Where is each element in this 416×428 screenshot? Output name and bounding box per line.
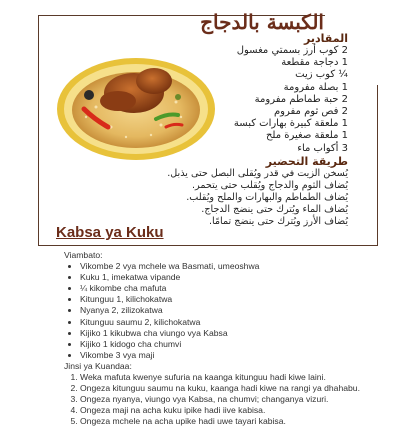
swahili-step-item: 2. Ongeza kitunguu saumu na kuku, kaanga hadi kiwe na rangi ya dhahabu. <box>80 383 360 394</box>
swahili-step-item: 1. Weka mafuta kwenye sufuria na kaanga kitunguu hadi kiwe laini. <box>80 372 360 383</box>
swahili-method-heading: Jinsi ya Kuandaa: <box>64 360 132 371</box>
swahili-recipe-title: Kabsa ya Kuku <box>56 224 164 241</box>
arabic-ingredient-item: 2 حبة طماطم مفرومة <box>254 93 348 105</box>
arabic-method-heading: طريقة التحضير <box>265 154 348 168</box>
swahili-recipe-section <box>64 250 360 428</box>
swahili-ingredient-item: • Vikombe 3 vya maji <box>80 350 360 361</box>
swahili-ingredient-item: • ¼ kikombe cha mafuta <box>80 283 360 294</box>
swahili-ingredient-item: • Vikombe 2 vya mchele wa Basmati, umeoshwa <box>80 261 360 272</box>
swahili-ingredient-item: • Kijiko 1 kikubwa cha viungo vya Kabsa <box>80 328 360 339</box>
arabic-ingredient-item: 2 فص ثوم مفروم <box>273 106 348 118</box>
arabic-steps-list <box>167 168 348 228</box>
arabic-step-item: يُضاف الطماطم والبهارات والملح ويُقلب. <box>186 191 348 203</box>
swahili-steps-list <box>64 372 360 427</box>
swahili-ingredients-list <box>64 261 360 361</box>
arabic-ingredient-item: ¼ كوب زيت <box>295 69 348 81</box>
arabic-ingredient-item: 1 ملعقة كبيرة بهارات كبسة <box>233 118 348 130</box>
arabic-step-item: يُضاف الثوم والدجاج ويُقلب حتى يتحمر. <box>191 179 348 191</box>
swahili-ingredient-item: • Kijiko 1 kidogo cha chumvi <box>80 339 360 350</box>
swahili-step-item: 4. Ongeza maji na acha kuku ipike hadi iive kabisa. <box>80 405 360 416</box>
arabic-step-item: يُضاف الأرز ويُترك حتى ينضج تمامًا. <box>208 215 348 227</box>
arabic-ingredient-item: 1 دجاجة مقطعة <box>281 57 348 69</box>
swahili-ingredient-item: • Nyanya 2, zilizokatwa <box>80 305 360 316</box>
arabic-ingredients-heading: المقادير <box>304 32 348 45</box>
arabic-ingredient-item: 1 ملعقة صغيرة ملح <box>265 130 348 142</box>
frame-gap <box>374 15 380 85</box>
frame-gap <box>325 12 375 18</box>
swahili-ingredient-item: • Kuku 1, imekatwa vipande <box>80 272 360 283</box>
arabic-ingredients-section <box>167 32 348 228</box>
arabic-ingredient-item: 1 بصلة مفرومة <box>283 81 348 93</box>
swahili-step-item: 3. Ongeza nyanya, viungo vya Kabsa, na chumvi; changanya vizuri. <box>80 394 360 405</box>
arabic-ingredient-item: 2 كوب أرز بسمتي مغسول <box>236 45 348 56</box>
arabic-step-item: يُسخن الزيت في قدر ويُقلى البصل حتى يذبل. <box>167 167 348 179</box>
arabic-recipe-title: الكبسة بالدجاج <box>200 10 324 34</box>
swahili-ingredient-item: • Kitunguu 1, kilichokatwa <box>80 294 360 305</box>
swahili-ingredients-heading: Viambato: <box>64 250 103 260</box>
swahili-step-item: 5. Ongeza mchele na acha upike hadi uwe tayari kabisa. <box>80 416 360 427</box>
arabic-ingredient-item: 3 أكواب ماء <box>297 142 348 154</box>
swahili-ingredient-item: • Kitunguu saumu 2, kilichokatwa <box>80 317 360 328</box>
arabic-step-item: يُضاف الماء ويُترك حتى ينضج الدجاج. <box>201 203 348 215</box>
arabic-ingredients-list <box>167 45 348 155</box>
